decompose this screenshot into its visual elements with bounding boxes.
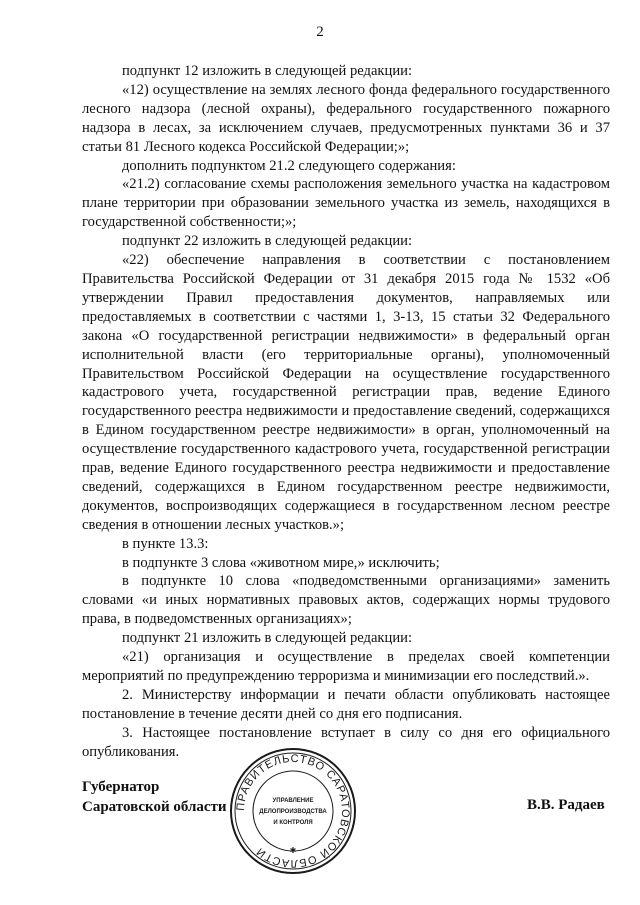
official-seal-stamp [228,746,358,876]
signatory-title-line1: Губернатор [82,779,160,795]
stamp-line2: ДЕЛОПРОИЗВОДСТВА [259,809,327,815]
paragraph: «21) организация и осуществление в пределах своей компетенции мероприятий по предупреждению терроризма и минимизации его последствий.». [82,649,610,684]
paragraph: подпункт 21 изложить в следующей редакции: [122,630,413,647]
paragraph: подпункт 12 изложить в следующей редакции: [122,63,413,79]
page-number: 2 [316,24,324,40]
signatory-title [82,777,227,817]
signatory-name: В.В. Радаев [527,797,605,813]
stamp-line3: И КОНТРОЛЯ [273,820,313,826]
paragraph: в пункте 13.3: [122,535,209,552]
paragraph: в подпункте 10 слова «подведомственными организациями» заменить словами «и иных нормативных правовых актов, содержащих нормы трудового права, в подведомственных организациях»; [82,573,610,628]
paragraph: подпункт 22 изложить в следующей редакции: [122,233,413,250]
svg-text:✱: ✱ [289,846,297,855]
signatory-title-line2: Саратовской области [82,799,227,815]
document-body [82,62,610,762]
paragraph: 3. Настоящее постановление вступает в силу со дня его официального опубликования. [82,724,610,760]
svg-text:ПРАВИТЕЛЬСТВО САРАТОВСКОЙ ОБЛА: ПРАВИТЕЛЬСТВО САРАТОВСКОЙ ОБЛАСТИ [234,752,352,870]
stamp-line1: УПРАВЛЕНИЕ [272,798,314,804]
paragraph: в подпункте 3 слова «животном мире,» исключить; [122,554,440,571]
paragraph: «22) обеспечение направления в соответствии с постановлением Правительства Российской Федерации от 31 декабря 2015 года № 1532 «Об утверждении Правил предоставления документов, направляемых или предоставляемых в соответствии с частями 1, 3-13, 15 статьи 32 Федерального закона «О государственной регистрации недвижимости» в федеральный орган исполнительной власти (его территориальные органы), уполномоченный Правительством Российской Федерации на осуществление государственного кадастрового учета, государственной регистрации прав, ведение Единого государственного реестра недвижимости и предоставление сведений, содержащихся в Едином государственном реестре недвижимости» в орган, уполномоченный на осуществление государственного кадастрового учета, государственной регистрации прав, ведение Единого государственного реестра недвижимости и предоставление сведений, содержащихся в Едином государственном реестре недвижимости, документов, воспроизводящих содержащиеся в государственном лесном реестре сведения в отношении лесных участков.»; [82,252,610,533]
paragraph: дополнить подпунктом 21.2 следующего содержания: [122,157,456,174]
paragraph: 2. Министерству информации и печати области опубликовать настоящее постановление в течение десяти дней со дня его подписания. [82,686,610,722]
paragraph: «12) осуществление на землях лесного фонда федерального государственного лесного надзора (лесной охраны), федерального государственного пожарного надзора в лесах, за исключением случаев, предусмотренных пунктами 36 и 37 статьи 81 Лесного кодекса Российской Федерации;»; [82,81,610,155]
paragraph: «21.2) согласование схемы расположения земельного участка на кадастровом плане территории при образовании земельного участка из земель, находящихся в государственной собственности;»; [82,176,610,231]
